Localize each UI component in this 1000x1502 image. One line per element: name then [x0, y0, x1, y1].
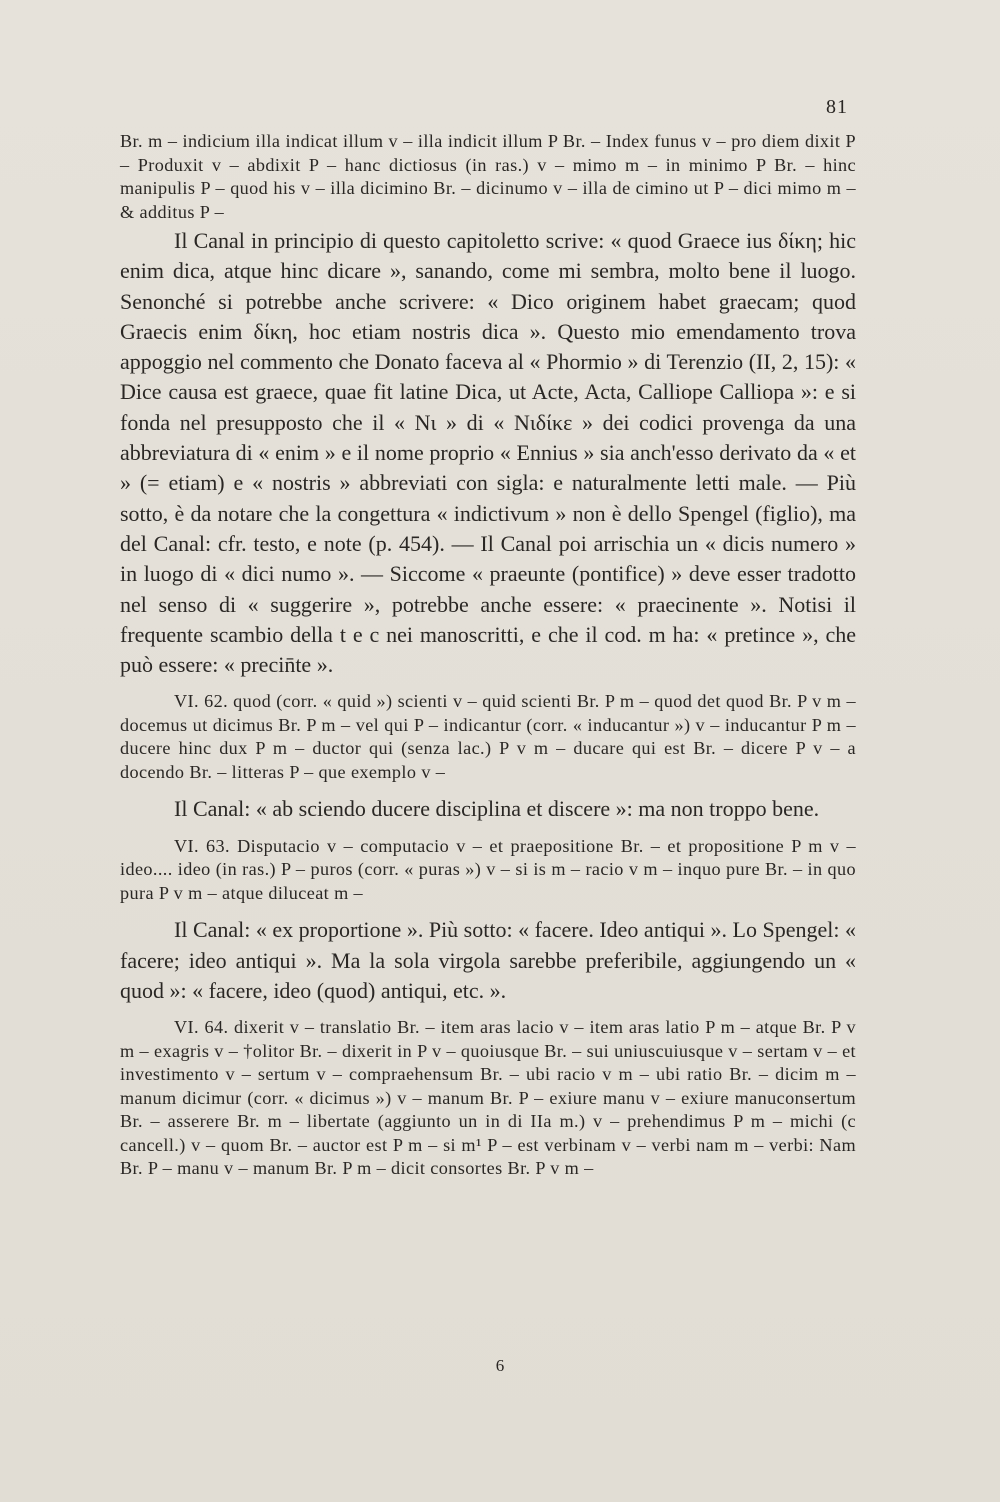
apparatus-paragraph: Br. m – indicium illa indicat illum v – illa indicit illum P Br. – Index funus v – pro diem dixit P – Produxit v – abdixit P – hanc dictiosus (in ras.) v – mimo m – in minimo P Br. – hinc manipulis P – quod his v – illa dicimino Br. – dicinumo v – illa de cimino ut P – dici mimo m – & additus P –	[120, 131, 856, 222]
signature-mark: 6	[495, 1356, 505, 1375]
page-number: 81	[826, 96, 848, 118]
apparatus-paragraph: VI. 64. dixerit v – translatio Br. – item aras lacio v – item aras latio P m – atque Br. P v m – exagris v – †olitor Br. – dixerit in P v – quoiusque Br. – sui uniuscuiusque v – sertam v – et investimento v – sertum v – compraehensum Br. – ubi racio v m – ubi ratio Br. – dicim m – manum dicimur (corr. « dicimus ») v – manum Br. P – exiure manu v – exiure manuconsertum Br. – asserere Br. m – libertate (aggiunto un in di IIa m.) v – prehendimus P m – michi (c cancell.) v – quom Br. – auctor est P m – si m¹ P – est verbinam v – verbi nam m – verbi: Nam Br. P – manu v – manum Br. P m – dicit consortes Br. P v m –	[120, 1017, 856, 1179]
apparatus-paragraph: VI. 63. Disputacio v – computacio v – et praepositione Br. – et propositione P m v – ideo.... ideo (in ras.) P – puros (corr. « puras ») v – si is m – racio v m – inquo pure Br. – in quo pura P v m – atque diluceat m –	[120, 835, 856, 903]
commentary-paragraph: Il Canal: « ex proportione ». Più sotto: « facere. Ideo antiqui ». Lo Spengel: « facere; ideo antiqui ». Ma la sola virgola sarebbe preferibile, aggiungendo un « quod »: « facere, ideo (quod) antiqui, etc. ».	[120, 917, 856, 1003]
commentary-paragraph: Il Canal in principio di questo capitoletto scrive: « quod Graece ius δίκη; hic enim dica, atque hinc dicare », sanando, come mi sembra, molto bene il luogo. Senonché si potrebbe anche scrivere: « Dico originem habet graecam; quod Graecis enim δίκη, hoc etiam nostris dica ». Questo mio emendamento trova appoggio nel commento che Donato faceva al « Phormio » di Terenzio (II, 2, 15): « Dice causa est graece, quae fit latine Dica, ut Acte, Acta, Calliope Calliopa »: e si fonda nel presupposto che il « Nι » di « Nιδίκε » dei codici provenga da una abbreviatura di « enim » e il nome proprio « Ennius » sia anch'esso derivato da « et » (= etiam) e « nostris » abbreviati con sigla: e naturalmente letti male. — Più sotto, è da notare che la congettura « indictivum » non è dello Spengel (figlio), ma del Canal: cfr. testo, e note (p. 454). — Il Canal poi arrischia un « dicis numero » in luogo di « dici numo ». — Siccome « praeunte (pontifice) » deve esser tradotto nel senso di « suggerire », potrebbe anche essere: « praecinente ». Notisi il frequente scambio della t e c nei manoscritti, e che il cod. m ha: « pretince », che può essere: « precin̄te ».	[120, 228, 856, 678]
page-body	[120, 130, 856, 1183]
commentary-paragraph: Il Canal: « ab sciendo ducere disciplina et discere »: ma non troppo bene.	[174, 796, 820, 822]
apparatus-paragraph: VI. 62. quod (corr. « quid ») scienti v – quid scienti Br. P m – quod det quod Br. P v m – docemus ut dicimus Br. P m – vel qui P – indicantur (corr. « inducantur ») v – inducantur P m – ducere hinc dux P m – ductor qui (senza lac.) P v m – ducare qui est Br. – dicere P v – a docendo Br. – litteras P – que exemplo v –	[120, 691, 856, 782]
